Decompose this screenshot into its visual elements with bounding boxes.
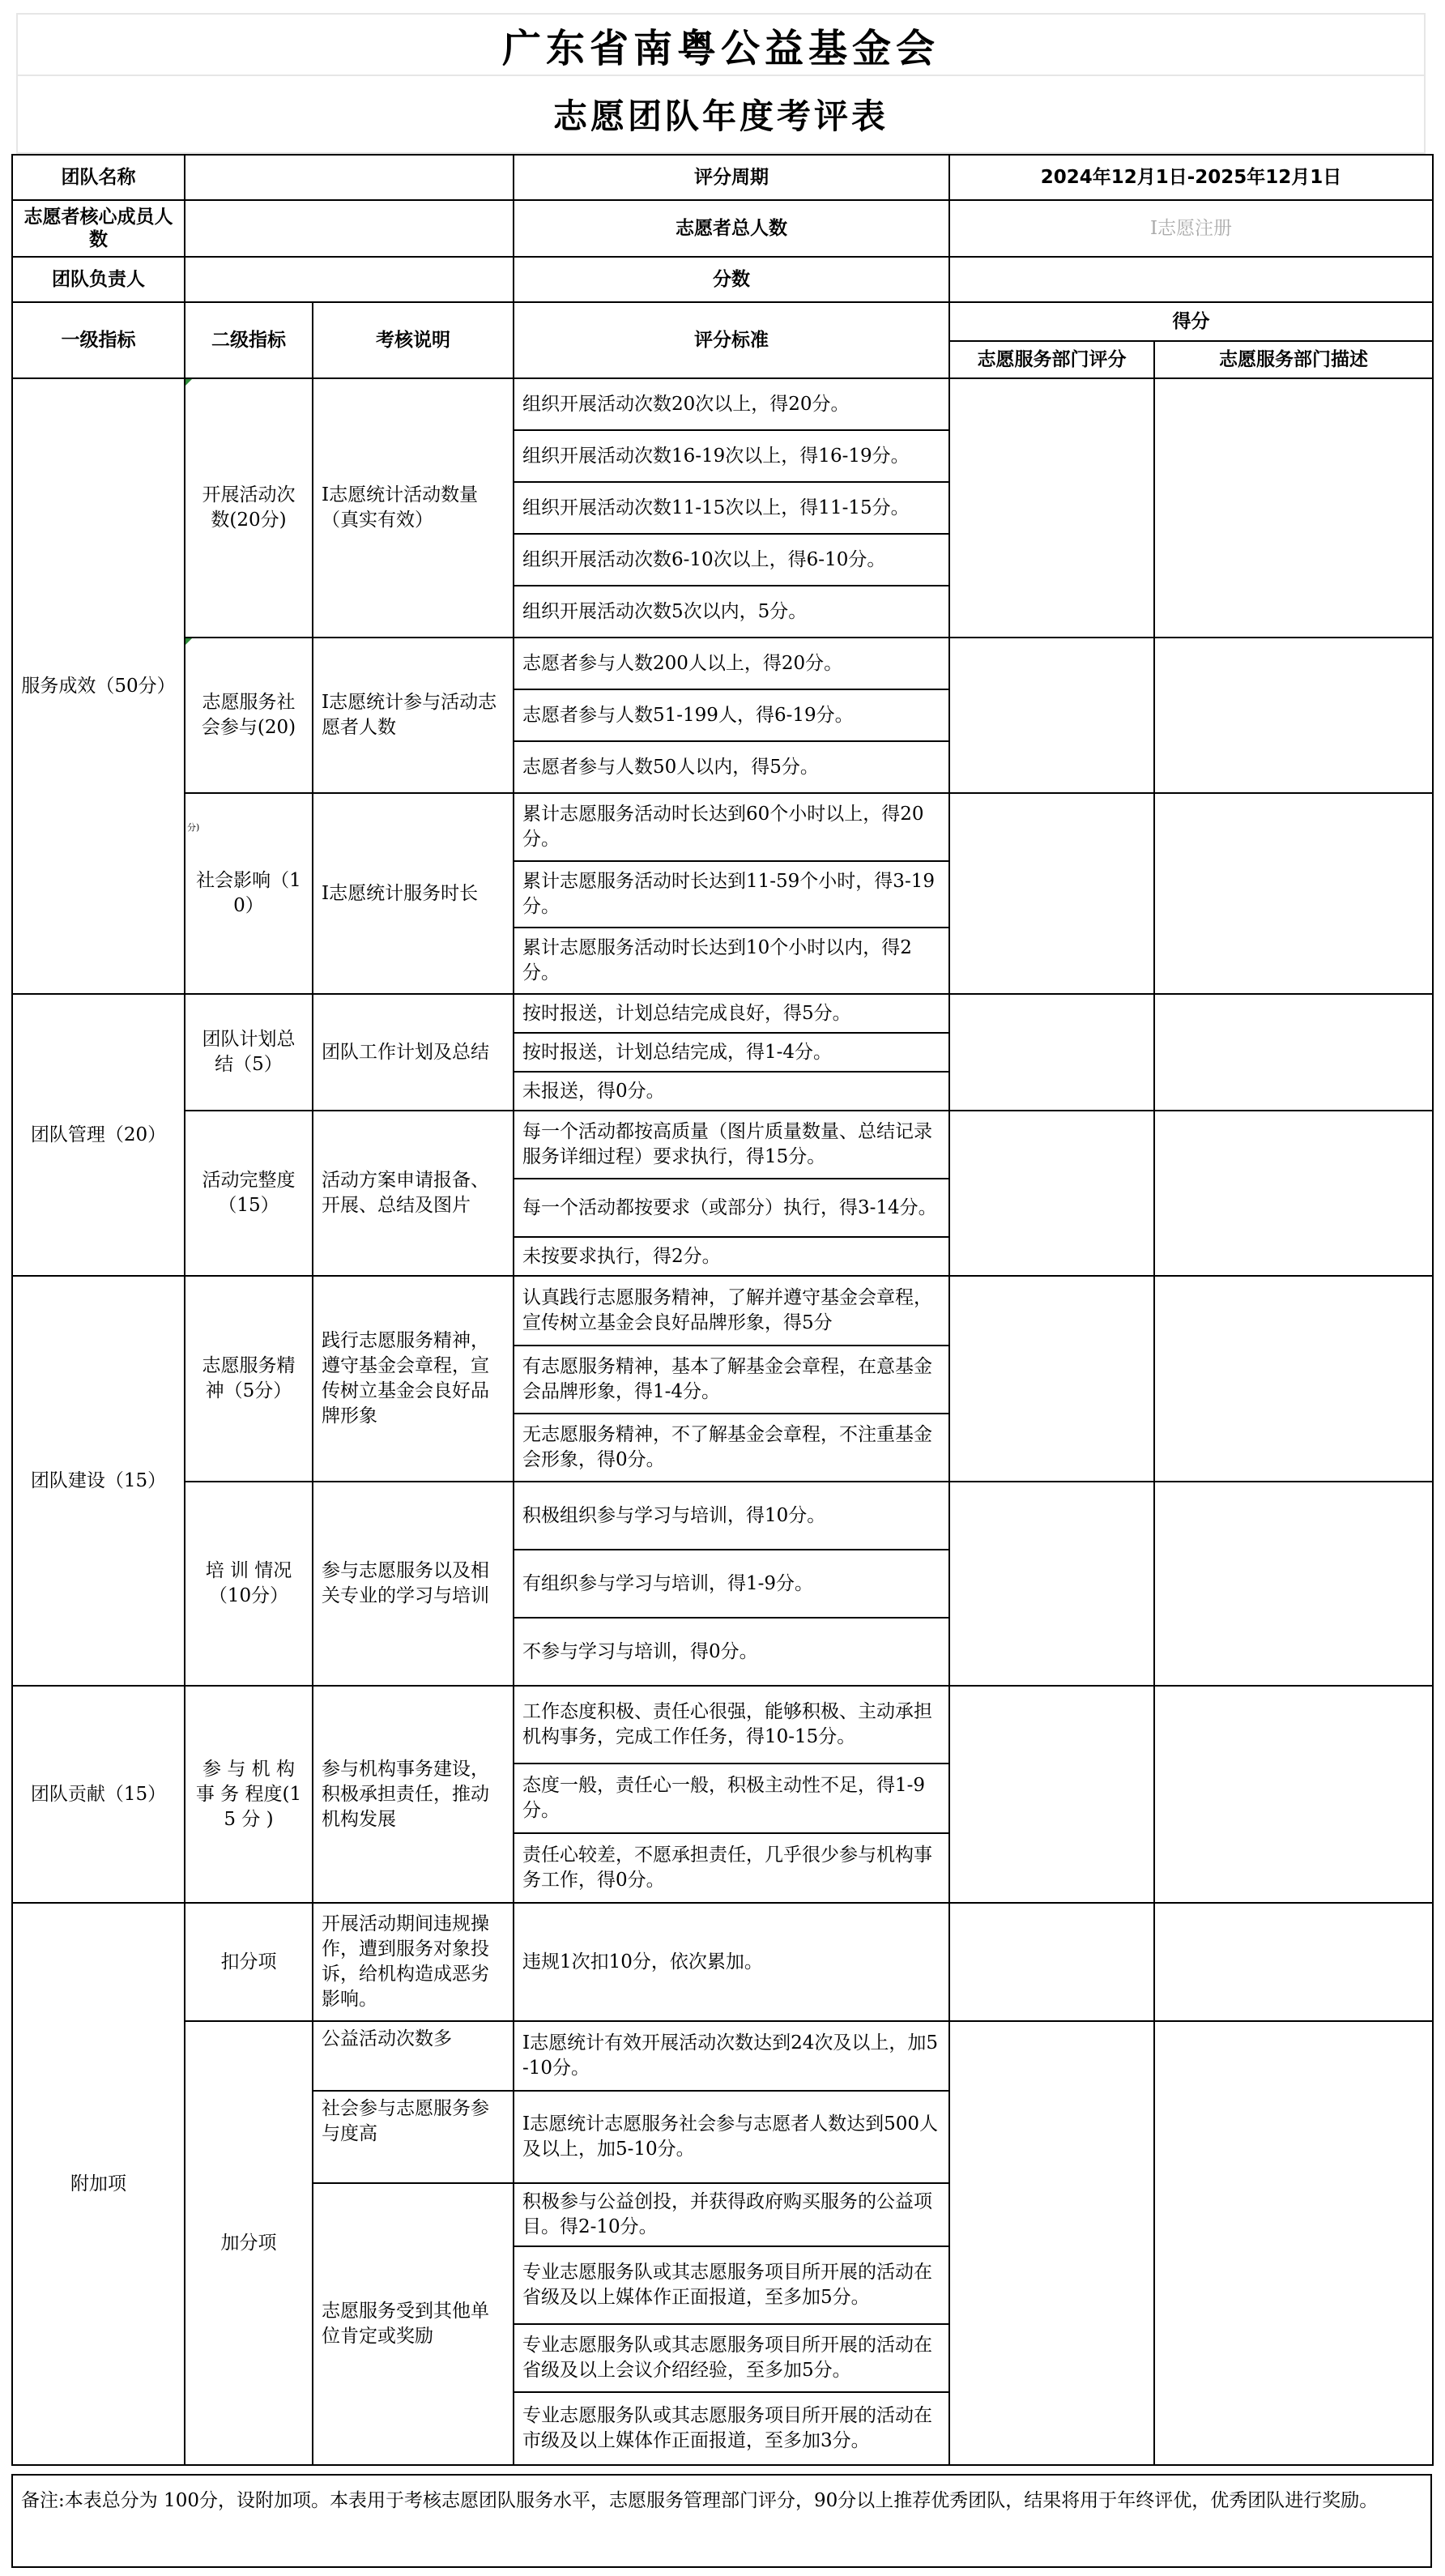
sub-training: 培 训 情况（10分）	[185, 1482, 313, 1686]
standard-row: 专业志愿服务队或其志愿服务项目所开展的活动在省级及以上媒体作正面报道，至多加5分。	[514, 2246, 949, 2324]
standard-row: 组织开展活动次数16-19次以上，得16-19分。	[514, 430, 949, 482]
col-dept-desc-header: 志愿服务部门描述	[1154, 341, 1433, 378]
team-name-label: 团队名称	[12, 155, 185, 200]
footnote: 备注:本表总分为 100分，设附加项。本表用于考核志愿团队服务水平，志愿服务管理部门评分，90分以上推荐优秀团队，结果将用于年终评优，优秀团队进行奖励。	[11, 2474, 1432, 2568]
col-standard-header: 评分标准	[514, 302, 949, 378]
sub-plan: 团队计划总结（5）	[185, 994, 313, 1111]
standard-row: 认真践行志愿服务精神，了解并遵守基金会章程，宣传树立基金会良好品牌形象，得5分	[514, 1276, 949, 1346]
col-level1-header: 一级指标	[12, 302, 185, 378]
col-score-header: 得分	[949, 302, 1433, 341]
standard-row: 志愿者参与人数50人以内，得5分。	[514, 741, 949, 793]
organization-title: 广东省南粤公益基金会	[16, 13, 1426, 76]
desc-cell-bonus[interactable]	[1154, 2021, 1433, 2465]
desc-bonus-participation: 社会参与志愿服务参与度高	[313, 2091, 514, 2183]
score-cell-affairs[interactable]	[949, 1686, 1154, 1903]
standard-row: I志愿统计志愿服务社会参与志愿者人数达到500人及以上，加5-10分。	[514, 2091, 949, 2183]
standard-row: 责任心较差，不愿承担责任，几乎很少参与机构事务工作，得0分。	[514, 1833, 949, 1903]
sub-bonus: 加分项	[185, 2021, 313, 2465]
team-name-field[interactable]	[185, 155, 514, 200]
sub-affairs: 参 与 机 构 事 务 程度(15 分 )	[185, 1686, 313, 1903]
desc-affairs: 参与机构事务建设，积极承担责任，推动机构发展	[313, 1686, 514, 1903]
score-cell-spirit[interactable]	[949, 1276, 1154, 1482]
core-members-field[interactable]	[185, 200, 514, 257]
score-label: 分数	[514, 257, 949, 302]
standard-row: 累计志愿服务活动时长达到60个小时以上，得20分。	[514, 793, 949, 861]
standard-row: 组织开展活动次数6-10次以上，得6-10分。	[514, 534, 949, 586]
section-management: 团队管理（20）	[12, 994, 185, 1276]
standard-row: 按时报送，计划总结完成，得1-4分。	[514, 1033, 949, 1072]
section-building: 团队建设（15）	[12, 1276, 185, 1686]
sub-participation: 志愿服务社会参与(20)	[185, 638, 313, 793]
desc-cell-activities[interactable]	[1154, 378, 1433, 638]
score-cell-influence[interactable]	[949, 793, 1154, 994]
sub-influence-label: 社会影响（10）	[196, 870, 301, 916]
desc-deduct: 开展活动期间违规操作，遭到服务对象投诉，给机构造成恶劣影响。	[313, 1903, 514, 2021]
desc-cell-plan[interactable]	[1154, 994, 1433, 1111]
desc-cell-integrity[interactable]	[1154, 1111, 1433, 1276]
standard-row: 每一个活动都按要求（或部分）执行，得3-14分。	[514, 1179, 949, 1237]
score-field[interactable]	[949, 257, 1433, 302]
sub-spirit: 志愿服务精神（5分）	[185, 1276, 313, 1482]
influence-note: 分)	[187, 822, 200, 833]
total-volunteers-label: 志愿者总人数	[514, 200, 949, 257]
desc-cell-spirit[interactable]	[1154, 1276, 1433, 1482]
desc-spirit: 践行志愿服务精神，遵守基金会章程，宣传树立基金会良好品牌形象	[313, 1276, 514, 1482]
standard-row: 组织开展活动次数5次以内，5分。	[514, 586, 949, 638]
standard-row: 违规1次扣10分，依次累加。	[514, 1903, 949, 2021]
score-cell-training[interactable]	[949, 1482, 1154, 1686]
desc-influence: I志愿统计服务时长	[313, 793, 514, 994]
evaluation-table	[11, 154, 1434, 2466]
standard-row: 志愿者参与人数51-199人，得6-19分。	[514, 689, 949, 741]
standard-row: 累计志愿服务活动时长达到11-59个小时，得3-19分。	[514, 861, 949, 928]
desc-participation: I志愿统计参与活动志愿者人数	[313, 638, 514, 793]
desc-activities: I志愿统计活动数量（真实有效）	[313, 378, 514, 638]
desc-training: 参与志愿服务以及相关专业的学习与培训	[313, 1482, 514, 1686]
standard-row: 有志愿服务精神，基本了解基金会章程，在意基金会品牌形象，得1-4分。	[514, 1346, 949, 1414]
col-level2-header: 二级指标	[185, 302, 313, 378]
desc-integrity: 活动方案申请报备、开展、总结及图片	[313, 1111, 514, 1276]
period-label: 评分周期	[514, 155, 949, 200]
desc-cell-training[interactable]	[1154, 1482, 1433, 1686]
standard-row: 专业志愿服务队或其志愿服务项目所开展的活动在市级及以上媒体作正面报道，至多加3分。	[514, 2392, 949, 2465]
standard-row: 工作态度积极、责任心很强，能够积极、主动承担机构事务，完成工作任务，得10-15分。	[514, 1686, 949, 1764]
desc-cell-participation[interactable]	[1154, 638, 1433, 793]
score-cell-integrity[interactable]	[949, 1111, 1154, 1276]
total-volunteers-value[interactable]: I志愿注册	[949, 200, 1433, 257]
section-extra: 附加项	[12, 1903, 185, 2465]
leader-field[interactable]	[185, 257, 514, 302]
score-cell-activities[interactable]	[949, 378, 1154, 638]
score-cell-deduct[interactable]	[949, 1903, 1154, 2021]
col-description-header: 考核说明	[313, 302, 514, 378]
standard-row: 积极组织参与学习与培训，得10分。	[514, 1482, 949, 1550]
standard-row: 每一个活动都按高质量（图片质量数量、总结记录服务详细过程）要求执行，得15分。	[514, 1111, 949, 1179]
standard-row: 无志愿服务精神，不了解基金会章程，不注重基金会形象，得0分。	[514, 1414, 949, 1482]
desc-cell-deduct[interactable]	[1154, 1903, 1433, 2021]
sub-activities: 开展活动次数(20分)	[185, 378, 313, 638]
leader-label: 团队负责人	[12, 257, 185, 302]
sub-influence	[185, 793, 313, 994]
desc-bonus-activities: 公益活动次数多	[313, 2021, 514, 2091]
standard-row: 未按要求执行，得2分。	[514, 1237, 949, 1276]
form-title: 志愿团队年度考评表	[16, 76, 1426, 154]
standard-row: 未报送，得0分。	[514, 1072, 949, 1111]
desc-plan: 团队工作计划及总结	[313, 994, 514, 1111]
score-cell-bonus[interactable]	[949, 2021, 1154, 2465]
standard-row: I志愿统计有效开展活动次数达到24次及以上，加5-10分。	[514, 2021, 949, 2091]
core-members-label: 志愿者核心成员人数	[12, 200, 185, 257]
standard-row: 不参与学习与培训，得0分。	[514, 1618, 949, 1686]
standard-row: 按时报送，计划总结完成良好，得5分。	[514, 994, 949, 1033]
standard-row: 志愿者参与人数200人以上，得20分。	[514, 638, 949, 689]
standard-row: 组织开展活动次数20次以上，得20分。	[514, 378, 949, 430]
standard-row: 有组织参与学习与培训，得1-9分。	[514, 1550, 949, 1618]
sub-deduct: 扣分项	[185, 1903, 313, 2021]
section-contribution: 团队贡献（15）	[12, 1686, 185, 1903]
standard-row: 专业志愿服务队或其志愿服务项目所开展的活动在省级及以上会议介绍经验，至多加5分。	[514, 2324, 949, 2392]
desc-cell-affairs[interactable]	[1154, 1686, 1433, 1903]
desc-cell-influence[interactable]	[1154, 793, 1433, 994]
score-cell-plan[interactable]	[949, 994, 1154, 1111]
standard-row: 组织开展活动次数11-15次以上，得11-15分。	[514, 482, 949, 534]
period-value: 2024年12月1日-2025年12月1日	[949, 155, 1433, 200]
standard-row: 态度一般，责任心一般，积极主动性不足，得1-9分。	[514, 1764, 949, 1833]
desc-bonus-recognition: 志愿服务受到其他单位肯定或奖励	[313, 2183, 514, 2465]
standard-row: 积极参与公益创投，并获得政府购买服务的公益项目。得2-10分。	[514, 2183, 949, 2246]
score-cell-participation[interactable]	[949, 638, 1154, 793]
section-service: 服务成效（50分）	[12, 378, 185, 994]
sub-integrity: 活动完整度（15）	[185, 1111, 313, 1276]
standard-row: 累计志愿服务活动时长达到10个小时以内，得2分。	[514, 928, 949, 994]
col-dept-score-header: 志愿服务部门评分	[949, 341, 1154, 378]
